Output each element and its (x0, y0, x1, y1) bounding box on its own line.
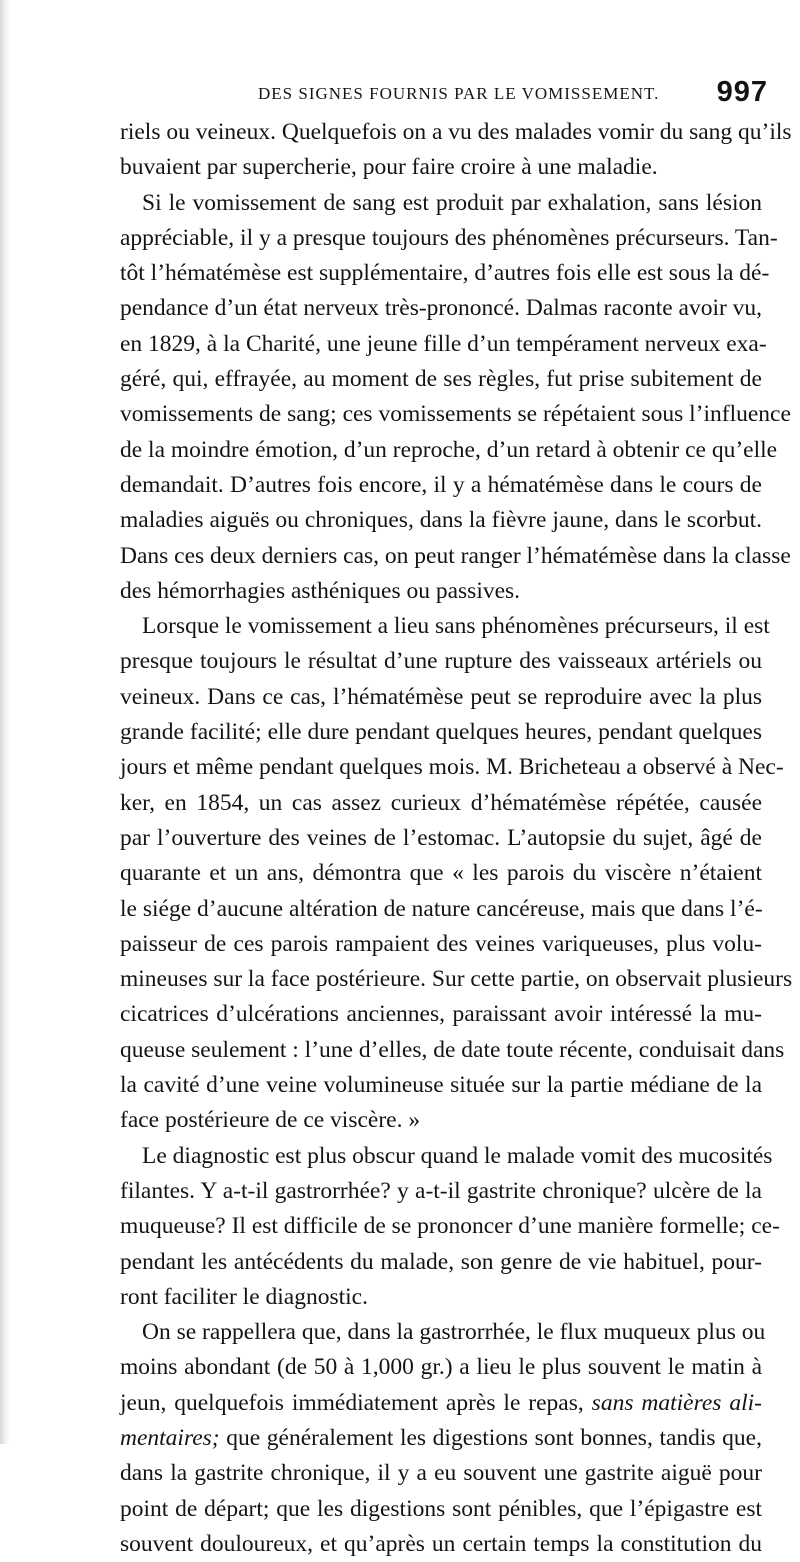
text-line (120, 786, 762, 821)
text-line (120, 715, 762, 750)
text-line (120, 1280, 762, 1315)
text-line (120, 856, 762, 891)
text-line (120, 539, 791, 574)
line-text: quarante et un ans, démontra que « les parois du viscère n’étaient (120, 860, 762, 887)
line-text: en 1829, à la Charité, une jeune fille d’un tempérament nerveux exa- (120, 330, 767, 357)
line-text: presque toujours le résultat d’une rupture des vaisseaux artériels ou (120, 648, 762, 675)
line-text: moins abondant (de 50 à 1,000 gr.) a lieu le plus souvent le matin à (120, 1354, 762, 1381)
text-line (120, 1174, 762, 1209)
text-line (120, 962, 793, 997)
line-text: cicatrices d’ulcérations anciennes, paraissant avoir intéressé la mu- (120, 1001, 762, 1028)
line-text: Si le vomissement de sang est produit par exhalation, sans lésion (142, 189, 762, 216)
line-text: vomissements de sang; ces vomissements se répétaient sous l’influence (120, 401, 791, 428)
line-text: grande facilité; elle dure pendant quelques heures, pendant quelques (120, 719, 762, 746)
text-line (120, 1245, 762, 1280)
line-text: tôt l’hématémèse est supplémentaire, d’autres fois elle est sous la dé- (120, 260, 770, 287)
text-line (120, 1492, 762, 1527)
text-line (120, 1315, 766, 1350)
text-line (120, 362, 762, 397)
line-text: maladies aiguës ou chroniques, dans la fièvre jaune, dans le scorbut. (120, 507, 762, 534)
text-line (120, 821, 762, 856)
text-line (120, 997, 762, 1032)
line-text: appréciable, il y a presque toujours des phénomènes précurseurs. Tan- (120, 224, 778, 251)
text-line (120, 397, 791, 432)
line-text: Dans ces deux derniers cas, on peut ranger l’hématémèse dans la classe (120, 542, 791, 569)
line-text: face postérieure de ce viscère. » (120, 1107, 421, 1134)
text-line (120, 892, 762, 927)
line-text: mineuses sur la face postérieure. Sur cette partie, on observait plusieurs (120, 966, 793, 993)
text-line (120, 186, 762, 221)
line-text: géré, qui, effrayée, au moment de ses règles, fut prise subitement de (120, 366, 762, 393)
text-line (120, 468, 762, 503)
line-text: riels ou veineux. Quelquefois on a vu des malades vomir du sang qu’ils (120, 119, 792, 145)
running-head (0, 76, 800, 112)
line-text: On se rappellera que, dans la gastrorrhée, le flux muqueux plus ou (142, 1319, 766, 1346)
line-text: des hémorrhagies asthéniques ou passives. (120, 577, 521, 604)
line-text: point de départ; que les digestions sont pénibles, que l’épigastre est (120, 1495, 762, 1522)
text-line (120, 503, 762, 538)
text-line (120, 1103, 762, 1138)
text-line (120, 221, 778, 256)
text-line (120, 927, 762, 962)
line-text-after: que généralement les digestions sont bonnes, tandis que, (219, 1424, 762, 1451)
text-line (120, 256, 770, 291)
line-text: dans la gastrite chronique, il y a eu souvent une gastrite aiguë pour (120, 1460, 762, 1487)
line-text: jours et même pendant quelques mois. M. Bricheteau a observé à Nec- (120, 754, 784, 781)
running-title: DES SIGNES FOURNIS PAR LE VOMISSEMENT. (258, 84, 660, 103)
text-line (120, 115, 792, 150)
line-text: ker, en 1854, un cas assez curieux d’hématémèse répétée, causée (120, 789, 762, 816)
line-text: jeun, quelquefois immédiatement après le repas, (120, 1389, 592, 1416)
line-text: pendance d’un état nerveux très-prononcé. Dalmas raconte avoir vu, (120, 295, 763, 322)
text-line (120, 1068, 762, 1103)
binding-edge (0, 0, 10, 1444)
text-line (120, 1386, 762, 1421)
line-text: par l’ouverture des veines de l’estomac. L’autopsie du sujet, âgé de (120, 824, 762, 851)
body-text (120, 115, 793, 1562)
line-text: veineux. Dans ce cas, l’hématémèse peut se reproduire avec la plus (120, 683, 762, 710)
text-line (120, 1350, 762, 1385)
text-line (120, 609, 770, 644)
text-line (120, 1421, 762, 1456)
line-text: queuse seulement : l’une d’elles, de date toute récente, conduisait dans (120, 1036, 785, 1063)
text-line (120, 150, 762, 185)
line-text: pendant les antécédents du malade, son genre de vie habituel, pour- (120, 1248, 762, 1275)
text-line (120, 1139, 773, 1174)
line-italic-text: mentaires; (120, 1424, 220, 1451)
line-text: Lorsque le vomissement a lieu sans phénomènes précurseurs, il est (142, 613, 770, 640)
text-line (120, 1456, 762, 1491)
text-line (120, 1209, 780, 1244)
text-line (120, 680, 762, 715)
line-text: buvaient par supercherie, pour faire croire à une maladie. (120, 154, 658, 181)
line-text: muqueuse? Il est difficile de se prononcer d’une manière formelle; ce- (120, 1213, 780, 1240)
text-line (120, 433, 778, 468)
line-text: filantes. Y a-t-il gastrorrhée? y a-t-il gastrite chronique? ulcère de la (120, 1177, 762, 1204)
line-text: Le diagnostic est plus obscur quand le malade vomit des mucosités (142, 1142, 773, 1169)
text-line (120, 574, 762, 609)
line-text: le siége d’aucune altération de nature cancéreuse, mais que dans l’é- (120, 895, 763, 922)
text-line (120, 750, 784, 785)
line-text: souvent douloureux, et qu’après un certain temps la constitution du (120, 1530, 762, 1557)
line-text: demandait. D’autres fois encore, il y a hématémèse dans le cours de (120, 471, 762, 498)
line-text: ront faciliter le diagnostic. (120, 1283, 368, 1310)
line-italic-text: sans matières ali- (591, 1389, 762, 1416)
line-text: de la moindre émotion, d’un reproche, d’un retard à obtenir ce qu’elle (120, 436, 778, 463)
text-line (120, 644, 762, 679)
text-line (120, 291, 762, 326)
line-text: la cavité d’une veine volumineuse située sur la partie médiane de la (120, 1072, 762, 1099)
page-number: 997 (716, 76, 768, 108)
text-line (120, 1033, 785, 1068)
text-line (120, 327, 767, 362)
text-line (120, 1527, 762, 1562)
line-text: paisseur de ces parois rampaient des veines variqueuses, plus volu- (120, 930, 762, 957)
